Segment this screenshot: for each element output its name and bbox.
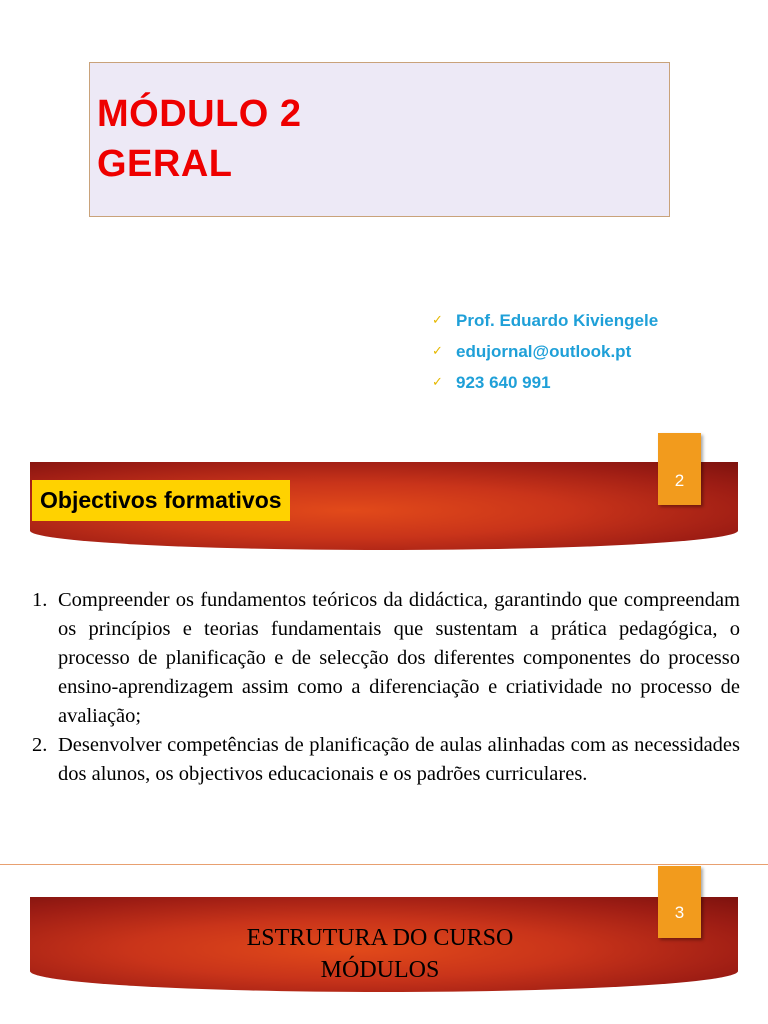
list-item <box>32 731 740 789</box>
page-number-tab: 2 <box>658 433 701 505</box>
check-icon: ✓ <box>432 344 443 359</box>
contact-list <box>432 305 658 398</box>
contact-name: Prof. Eduardo Kiviengele <box>456 310 659 330</box>
list-item-number: 2. <box>32 734 48 756</box>
check-icon: ✓ <box>432 313 443 328</box>
list-item-text: Desenvolver competências de planificação de aulas alinhadas com as necessidades dos alunos, os objectivos educacionais e os padrões curriculares. <box>58 734 740 785</box>
module-subtitle: GERAL <box>97 143 233 185</box>
list-item-number: 1. <box>32 589 48 611</box>
page-number-tab: 3 <box>658 866 701 938</box>
section-label: Objectivos formativos <box>32 480 290 521</box>
list-item-text: Compreender os fundamentos teóricos da didáctica, garantindo que compreendam os princípios e teorias fundamentais que sustentam a prática pedagógica, o processo de planificação e de selecção dos diferentes componentes do processo ensino-aprendizagem assim como a diferenciação e criatividade no processo de avaliação; <box>58 589 740 727</box>
contact-phone: 923 640 991 <box>456 372 551 392</box>
title-box <box>89 62 670 217</box>
contact-item-email <box>432 336 658 367</box>
contact-item-name <box>432 305 658 336</box>
contact-email[interactable]: edujornal@outlook.pt <box>456 341 632 361</box>
contact-item-phone <box>432 367 658 398</box>
slide3-title <box>180 922 580 986</box>
slide-divider <box>0 864 768 865</box>
objectives-list <box>32 586 740 789</box>
module-title: MÓDULO 2 <box>97 93 302 135</box>
slide3-title-line1: ESTRUTURA DO CURSO <box>246 925 514 951</box>
list-item <box>32 586 740 731</box>
check-icon: ✓ <box>432 375 443 390</box>
slide3-title-line2: MÓDULOS <box>320 957 440 983</box>
